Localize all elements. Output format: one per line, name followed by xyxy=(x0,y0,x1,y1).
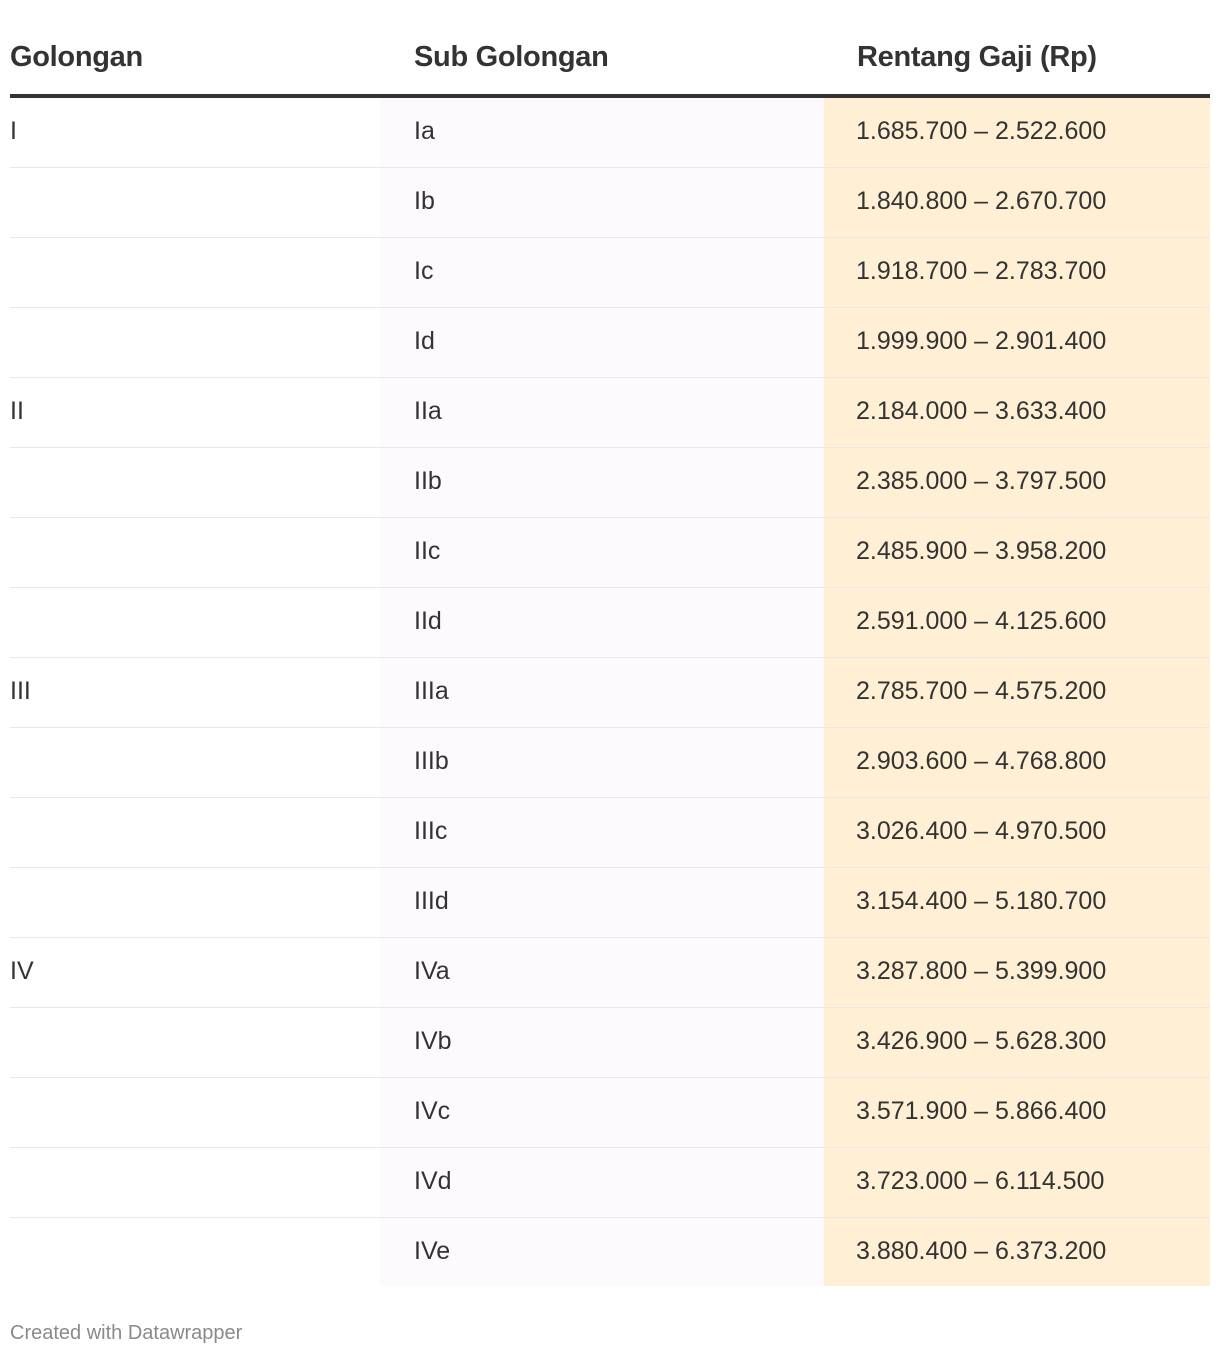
cell-rentang-gaji-text: 1.685.700 – 2.522.600 xyxy=(856,117,1107,145)
table-body xyxy=(10,96,1210,1286)
cell-golongan xyxy=(10,1078,380,1148)
cell-rentang-gaji-text: 1.840.800 – 2.670.700 xyxy=(856,187,1107,215)
cell-sub-golongan-text: IId xyxy=(414,607,442,635)
table-row xyxy=(10,308,1210,378)
cell-golongan xyxy=(10,448,380,518)
table-row xyxy=(10,868,1210,938)
table-row xyxy=(10,378,1210,448)
cell-rentang-gaji-text: 3.026.400 – 4.970.500 xyxy=(856,817,1107,845)
header-sub-golongan[interactable] xyxy=(380,0,824,96)
cell-golongan xyxy=(10,238,380,308)
cell-golongan-text xyxy=(10,798,380,816)
cell-golongan xyxy=(10,378,380,448)
cell-rentang-gaji xyxy=(824,1008,1210,1078)
cell-rentang-gaji xyxy=(824,168,1210,238)
cell-golongan-text xyxy=(10,1148,380,1166)
cell-sub-golongan-text: IVa xyxy=(414,957,450,985)
cell-sub-golongan xyxy=(380,588,824,658)
cell-golongan xyxy=(10,1218,380,1287)
cell-golongan xyxy=(10,168,380,238)
cell-rentang-gaji xyxy=(824,868,1210,938)
cell-golongan-text xyxy=(10,868,380,886)
header-row xyxy=(10,0,1210,96)
cell-rentang-gaji xyxy=(824,938,1210,1008)
cell-golongan-text: II xyxy=(10,397,24,425)
cell-sub-golongan-text: IIIa xyxy=(414,677,449,705)
table-row xyxy=(10,238,1210,308)
table-row xyxy=(10,448,1210,518)
header-sub-golongan-label: Sub Golongan xyxy=(414,41,609,73)
cell-rentang-gaji-text: 2.903.600 – 4.768.800 xyxy=(856,747,1107,775)
cell-rentang-gaji-text: 2.785.700 – 4.575.200 xyxy=(856,677,1107,705)
cell-sub-golongan xyxy=(380,448,824,518)
cell-rentang-gaji-text: 3.880.400 – 6.373.200 xyxy=(856,1237,1107,1265)
table-row xyxy=(10,1148,1210,1218)
cell-rentang-gaji-text: 1.918.700 – 2.783.700 xyxy=(856,257,1107,285)
cell-rentang-gaji xyxy=(824,308,1210,378)
cell-sub-golongan-text: IVd xyxy=(414,1167,452,1195)
table-row xyxy=(10,1008,1210,1078)
cell-sub-golongan xyxy=(380,798,824,868)
cell-rentang-gaji xyxy=(824,588,1210,658)
cell-golongan xyxy=(10,308,380,378)
cell-rentang-gaji-text: 2.485.900 – 3.958.200 xyxy=(856,537,1107,565)
cell-rentang-gaji-text: 2.385.000 – 3.797.500 xyxy=(856,467,1107,495)
cell-golongan xyxy=(10,868,380,938)
cell-rentang-gaji-text: 2.591.000 – 4.125.600 xyxy=(856,607,1107,635)
cell-sub-golongan xyxy=(380,96,824,168)
cell-golongan-text xyxy=(10,1008,380,1026)
cell-golongan-text xyxy=(10,518,380,536)
cell-golongan-text: IV xyxy=(10,957,34,985)
cell-sub-golongan-text: IIIb xyxy=(414,747,449,775)
cell-rentang-gaji xyxy=(824,658,1210,728)
table-row xyxy=(10,728,1210,798)
header-rentang-gaji[interactable] xyxy=(824,0,1210,96)
cell-sub-golongan-text: IVe xyxy=(414,1237,451,1265)
header-golongan-label: Golongan xyxy=(10,41,143,73)
cell-rentang-gaji xyxy=(824,1148,1210,1218)
cell-golongan-text xyxy=(10,238,380,256)
cell-sub-golongan-text: Ia xyxy=(414,117,435,145)
datawrapper-credit[interactable]: Created with Datawrapper xyxy=(10,1322,243,1344)
cell-golongan-text xyxy=(10,168,380,186)
cell-golongan xyxy=(10,588,380,658)
cell-sub-golongan xyxy=(380,238,824,308)
cell-rentang-gaji-text: 1.999.900 – 2.901.400 xyxy=(856,327,1107,355)
table-row xyxy=(10,588,1210,658)
cell-rentang-gaji xyxy=(824,518,1210,588)
cell-golongan-text xyxy=(10,308,380,326)
salary-table-container xyxy=(10,0,1210,1286)
table-row xyxy=(10,518,1210,588)
cell-sub-golongan xyxy=(380,1008,824,1078)
cell-rentang-gaji xyxy=(824,378,1210,448)
cell-sub-golongan-text: Ic xyxy=(414,257,434,285)
cell-sub-golongan-text: IIa xyxy=(414,397,442,425)
cell-sub-golongan xyxy=(380,728,824,798)
cell-sub-golongan-text: Ib xyxy=(414,187,435,215)
cell-golongan xyxy=(10,96,380,168)
table-row xyxy=(10,168,1210,238)
table-row xyxy=(10,938,1210,1008)
cell-rentang-gaji-text: 3.723.000 – 6.114.500 xyxy=(856,1167,1105,1195)
cell-golongan-text xyxy=(10,1078,380,1096)
cell-rentang-gaji xyxy=(824,448,1210,518)
cell-sub-golongan-text: IIc xyxy=(414,537,441,565)
cell-golongan xyxy=(10,518,380,588)
cell-sub-golongan-text: IVb xyxy=(414,1027,452,1055)
cell-golongan-text xyxy=(10,588,380,606)
cell-golongan-text: I xyxy=(10,117,17,145)
table-row xyxy=(10,1218,1210,1287)
cell-sub-golongan xyxy=(380,1148,824,1218)
cell-golongan xyxy=(10,798,380,868)
table-header xyxy=(10,0,1210,96)
cell-golongan xyxy=(10,658,380,728)
cell-sub-golongan xyxy=(380,938,824,1008)
cell-rentang-gaji xyxy=(824,798,1210,868)
table-row xyxy=(10,96,1210,168)
cell-golongan xyxy=(10,1008,380,1078)
cell-sub-golongan xyxy=(380,658,824,728)
cell-rentang-gaji xyxy=(824,96,1210,168)
cell-rentang-gaji-text: 3.571.900 – 5.866.400 xyxy=(856,1097,1107,1125)
table-row xyxy=(10,798,1210,868)
cell-sub-golongan xyxy=(380,378,824,448)
cell-rentang-gaji-text: 2.184.000 – 3.633.400 xyxy=(856,397,1107,425)
cell-sub-golongan xyxy=(380,518,824,588)
cell-rentang-gaji-text: 3.426.900 – 5.628.300 xyxy=(856,1027,1107,1055)
cell-sub-golongan-text: IIIc xyxy=(414,817,448,845)
cell-rentang-gaji xyxy=(824,728,1210,798)
cell-sub-golongan xyxy=(380,868,824,938)
cell-sub-golongan xyxy=(380,1078,824,1148)
cell-sub-golongan xyxy=(380,1218,824,1287)
cell-sub-golongan-text: IVc xyxy=(414,1097,451,1125)
cell-sub-golongan-text: Id xyxy=(414,327,435,355)
cell-rentang-gaji xyxy=(824,1218,1210,1287)
header-rentang-gaji-label: Rentang Gaji (Rp) xyxy=(857,41,1097,73)
cell-golongan-text xyxy=(10,728,380,746)
cell-sub-golongan xyxy=(380,308,824,378)
cell-sub-golongan xyxy=(380,168,824,238)
cell-sub-golongan-text: IIId xyxy=(414,887,449,915)
cell-sub-golongan-text: IIb xyxy=(414,467,442,495)
header-golongan[interactable] xyxy=(10,0,380,96)
cell-golongan xyxy=(10,728,380,798)
cell-rentang-gaji xyxy=(824,238,1210,308)
cell-golongan-text xyxy=(10,1218,380,1236)
cell-rentang-gaji-text: 3.154.400 – 5.180.700 xyxy=(856,887,1107,915)
cell-golongan xyxy=(10,938,380,1008)
cell-golongan xyxy=(10,1148,380,1218)
salary-table xyxy=(10,0,1210,1286)
table-row xyxy=(10,658,1210,728)
cell-rentang-gaji xyxy=(824,1078,1210,1148)
cell-rentang-gaji-text: 3.287.800 – 5.399.900 xyxy=(856,957,1107,985)
cell-golongan-text: III xyxy=(10,677,31,705)
cell-golongan-text xyxy=(10,448,380,466)
table-row xyxy=(10,1078,1210,1148)
